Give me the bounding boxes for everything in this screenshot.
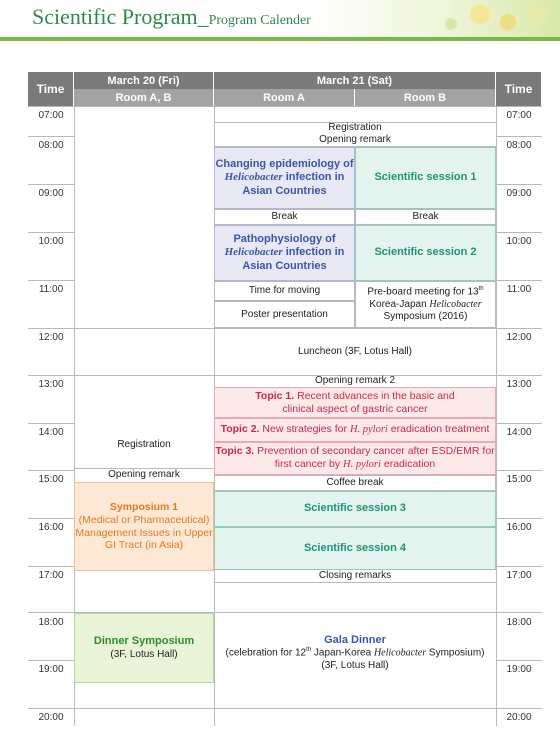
time-label: 13:00: [38, 379, 64, 390]
time-for-moving: Time for moving: [214, 281, 355, 301]
hour-line: [496, 660, 542, 661]
time-label: 19:00: [38, 664, 64, 675]
time-label: 12:00: [506, 332, 532, 343]
program-table: [28, 72, 542, 732]
time-label: 18:00: [38, 617, 64, 628]
time-label: 16:00: [38, 522, 64, 533]
time-label: 17:00: [506, 570, 532, 581]
opening-remark-fri: Opening remark: [108, 469, 180, 480]
hour-line: [28, 280, 74, 281]
page-title-sub: Program Calender: [208, 13, 311, 28]
topic-3: Topic 3. Prevention of secondary cancer after ESD/EMR for first cancer by H. pylori eradication: [214, 442, 496, 475]
coffee-break: Coffee break: [214, 475, 496, 491]
symposium-1: Symposium 1 (Medical or Pharmaceutical) Management Issues in Upper GI Tract (in Asia): [74, 482, 214, 571]
scientific-session-4: Scientific session 4: [214, 527, 496, 570]
scientific-session-2: Scientific session 2: [355, 225, 496, 281]
time-label: 19:00: [506, 664, 532, 675]
day1-rooms-header: Room A, B: [74, 89, 214, 106]
time-label: 11:00: [38, 284, 64, 295]
time-label: 20:00: [38, 712, 64, 723]
registration-sat: Registration: [328, 122, 382, 133]
day2-room-a-header: Room A: [214, 89, 355, 106]
session-pathophysiology: Pathophysiology of Helicobacter infection in Asian Countries: [214, 225, 355, 281]
topic-2: Topic 2. New strategies for H. pylori eradication treatment: [214, 418, 496, 442]
time-label: 18:00: [506, 617, 532, 628]
hour-line: [28, 708, 542, 709]
time-label: 15:00: [506, 474, 532, 485]
luncheon: Luncheon (3F, Lotus Hall): [298, 345, 412, 357]
registration-fri: Registration: [117, 439, 171, 450]
hour-line: [28, 660, 74, 661]
page-title: [32, 4, 311, 30]
hour-line: [28, 518, 74, 519]
time-label: 10:00: [506, 236, 532, 247]
scientific-session-3: Scientific session 3: [214, 491, 496, 527]
gala-dinner: Gala Dinner (celebration for 12th Japan-Korea Helicobacter Symposium) (3F, Lotus Hall): [225, 634, 485, 671]
hour-line: [496, 470, 542, 471]
column-divider: [496, 106, 497, 726]
hour-line: [28, 136, 74, 137]
hour-line: [28, 566, 74, 567]
topic-1: Topic 1. Recent advances in the basic and clinical aspect of gastric cancer: [214, 387, 496, 418]
time-label: 16:00: [506, 522, 532, 533]
hour-line: [28, 106, 542, 107]
hour-line: [496, 136, 542, 137]
hour-line: [496, 518, 542, 519]
time-label: 09:00: [38, 188, 64, 199]
time-label: 15:00: [38, 474, 64, 485]
time-label: 12:00: [38, 332, 64, 343]
day1-header: March 20 (Fri): [74, 72, 214, 89]
time-label: 17:00: [38, 570, 64, 581]
header-accent-rule: [0, 37, 560, 41]
time-label: 07:00: [506, 110, 532, 121]
preboard-meeting: Pre-board meeting for 13th Korea-Japan Helicobacter Symposium (2016): [355, 281, 496, 328]
time-label: 07:00: [38, 110, 64, 121]
hour-line: [28, 423, 74, 424]
hour-line: [496, 280, 542, 281]
day2-header: March 21 (Sat): [214, 72, 496, 89]
time-label: 11:00: [506, 284, 532, 295]
hour-line: [496, 566, 542, 567]
time-label: 14:00: [38, 427, 64, 438]
hour-line: [28, 232, 74, 233]
hour-line: [496, 184, 542, 185]
dinner-symposium: Dinner Symposium (3F, Lotus Hall): [74, 613, 214, 683]
time-label: 08:00: [38, 140, 64, 151]
page-title-main: Scientific Program_: [32, 4, 209, 29]
day2-room-b-header: Room B: [355, 89, 496, 106]
session-changing-epidemiology: Changing epidemiology of Helicobacter infection in Asian Countries: [214, 147, 355, 209]
time-header-left: Time: [28, 72, 74, 106]
closing-remarks: Closing remarks: [318, 570, 392, 581]
hour-line: [28, 184, 74, 185]
opening-remark-2: Opening remark 2: [314, 375, 396, 386]
time-label: 20:00: [506, 712, 532, 723]
divider: [214, 582, 496, 583]
time-label: 13:00: [506, 379, 532, 390]
hour-line: [28, 470, 74, 471]
hour-line: [496, 423, 542, 424]
hour-line: [496, 232, 542, 233]
time-header-right: Time: [496, 72, 542, 106]
break-room-a: Break: [214, 209, 355, 225]
break-room-b: Break: [355, 209, 496, 225]
time-label: 14:00: [506, 427, 532, 438]
time-label: 09:00: [506, 188, 532, 199]
poster-presentation: Poster presentation: [214, 301, 355, 328]
scientific-session-1: Scientific session 1: [355, 147, 496, 209]
time-label: 08:00: [506, 140, 532, 151]
time-label: 10:00: [38, 236, 64, 247]
opening-remark: Opening remark: [319, 134, 391, 145]
